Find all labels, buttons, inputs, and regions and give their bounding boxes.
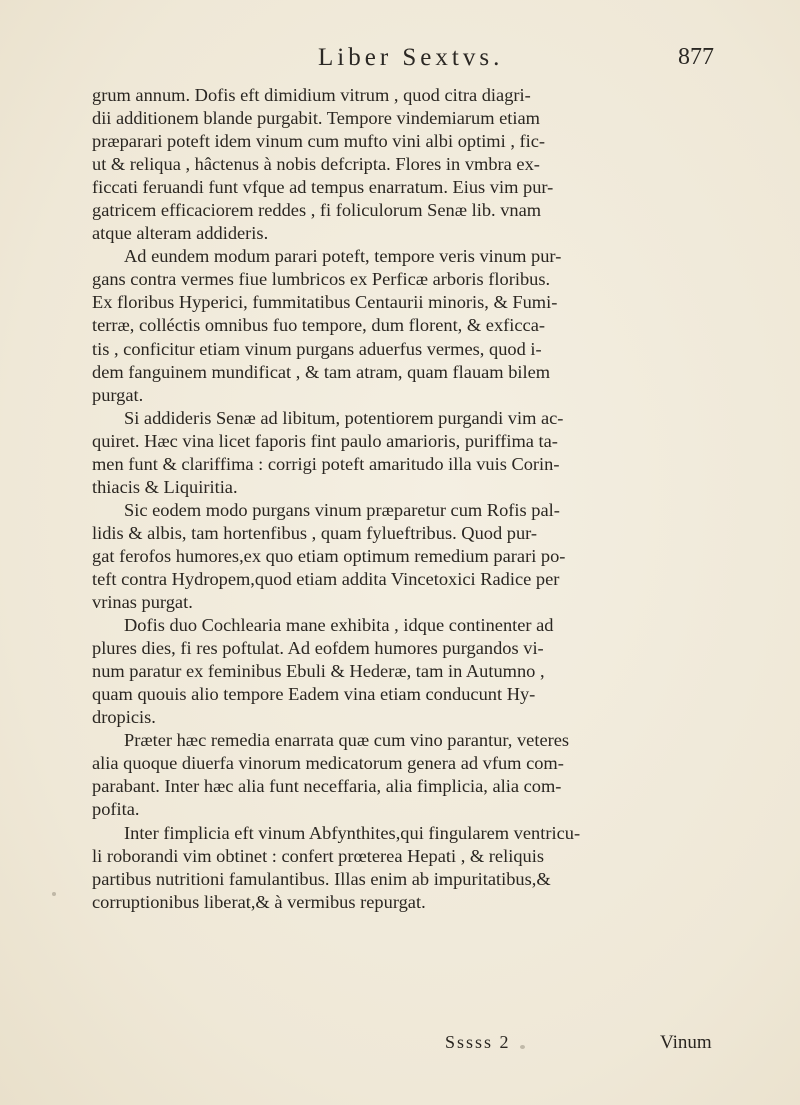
text-line: lidis & albis, tam hortenfibus , quam fylueftribus. Quod pur-: [92, 522, 538, 543]
text-line: vrinas purgat.: [92, 592, 193, 613]
text-line: atque alteram addideris.: [92, 223, 269, 244]
text-line: dii additionem blande purgabit. Tempore vindemiarum etiam: [92, 108, 540, 129]
text-line: Inter fimplicia eft vinum Abfynthites,qui fingularem ventricu-: [124, 822, 581, 843]
text-line: men funt & clariffima : corrigi poteft amaritudo illa vuis Corin-: [92, 453, 560, 474]
body-text: [92, 84, 732, 914]
text-line: corruptionibus liberat,& à vermibus repurgat.: [92, 891, 426, 912]
text-line: li roborandi vim obtinet : confert prœterea Hepati , & reliquis: [92, 845, 544, 866]
ink-speck: [520, 1045, 525, 1049]
text-line: ut & reliqua , hâctenus à nobis defcripta. Flores in vmbra ex-: [92, 154, 540, 175]
text-line: alia quoque diuerfa vinorum medicatorum genera ad vfum com-: [92, 753, 564, 774]
text-line: plures dies, fi res poftulat. Ad eofdem humores purgandos vi-: [92, 638, 544, 659]
text-line: ficcati feruandi funt vfque ad tempus enarratum. Eius vim pur-: [92, 177, 554, 198]
text-line: Sic eodem modo purgans vinum præparetur cum Rofis pal-: [124, 499, 560, 520]
text-line: gat ferofos humores,ex quo etiam optimum remedium parari po-: [92, 545, 566, 566]
text-line: præparari poteft idem vinum cum mufto vini albi optimi , fic-: [92, 131, 546, 152]
text-line: thiacis & Liquiritia.: [92, 476, 238, 497]
text-line: grum annum. Dofis eft dimidium vitrum , quod citra diagri-: [92, 85, 531, 105]
signature-mark: Sssss 2: [445, 1032, 511, 1052]
text-line: num paratur ex feminibus Ebuli & Hederæ, tam in Autumno ,: [92, 661, 545, 682]
text-line: gans contra vermes fiue lumbricos ex Perficæ arboris floribus.: [92, 269, 551, 290]
text-line: terræ, colléctis omnibus fuo tempore, dum florent, & exficca-: [92, 315, 545, 336]
text-line: Dofis duo Cochlearia mane exhibita , idque continenter ad: [124, 615, 554, 636]
text-line: Præter hæc remedia enarrata quæ cum vino parantur, veteres: [124, 730, 570, 751]
page-number: 877: [678, 44, 714, 70]
text-line: Ad eundem modum parari poteft, tempore veris vinum pur-: [124, 246, 562, 267]
text-line: gatricem efficaciorem reddes , fi foliculorum Senæ lib. vnam: [92, 200, 542, 221]
ink-speck: [52, 892, 56, 896]
text-line: partibus nutritioni famulantibus. Illas enim ab impuritatibus,&: [92, 868, 551, 889]
text-line: quam quouis alio tempore Eadem vina etiam conducunt Hy-: [92, 684, 536, 705]
text-line: teft contra Hydropem,quod etiam addita Vincetoxici Radice per: [92, 568, 560, 589]
page-header: [0, 44, 800, 80]
text-line: tis , conficitur etiam vinum purgans aduerfus vermes, quod i-: [92, 338, 542, 359]
running-head: Liber Sextvs.: [318, 44, 504, 71]
text-line: pofita.: [92, 799, 140, 820]
catchword: Vinum: [660, 1032, 712, 1053]
text-line: parabant. Inter hæc alia funt neceffaria, alia fimplicia, alia com-: [92, 776, 562, 797]
text-line: quiret. Hæc vina licet faporis fint paulo amarioris, puriffima ta-: [92, 430, 558, 451]
text-line: dem fanguinem mundificat , & tam atram, quam flauam bilem: [92, 361, 551, 382]
text-line: dropicis.: [92, 707, 156, 728]
text-line: purgat.: [92, 384, 144, 405]
text-line: Ex floribus Hyperici, fummitatibus Centaurii minoris, & Fumi-: [92, 292, 558, 313]
text-line: Si addideris Senæ ad libitum, potentiorem purgandi vim ac-: [124, 407, 564, 428]
